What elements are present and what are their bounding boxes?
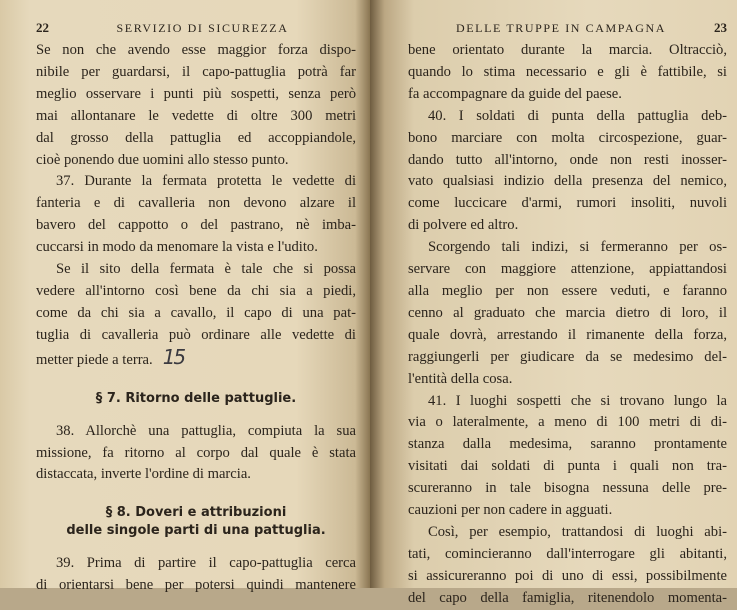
text-line: bavero del cappotto o del pastrano, nè imba- <box>36 217 356 234</box>
text-line: Così, per esempio, trattandosi di luoghi abi- <box>428 523 727 540</box>
text-line: servare con maggiore attenzione, appiattandosi <box>408 261 727 278</box>
right-running-title: DELLE TRUPPE IN CAMPAGNA <box>455 21 667 35</box>
text-line: del capo della famiglia, ritenendolo momenta- <box>408 589 727 606</box>
spacer <box>36 372 356 390</box>
spacer <box>36 408 356 421</box>
text-line: nibile per guardarsi, il capo-pattuglia potrà far <box>36 63 356 80</box>
left-running-title: SERVIZIO DI SICUREZZA <box>116 21 289 35</box>
left-paragraph-39 <box>36 553 356 597</box>
text-line: visitati dai soldati di punta i quali non tra- <box>408 458 727 475</box>
section-8-title-line-1: § 8. Doveri e attribuzioni <box>105 505 287 521</box>
right-paragraph-5 <box>408 522 727 610</box>
text-line: di orientarsi bene per potersi quindi mantenere <box>36 577 356 594</box>
right-running-head <box>408 20 727 36</box>
text-line: stanza dalla medesima, saranno prontamente <box>408 436 727 453</box>
text-line: cauzioni per non cadere in agguati. <box>408 502 613 519</box>
right-paragraph-1 <box>408 40 727 106</box>
spacer <box>36 540 356 553</box>
text-line: come da chi sia a cavallo, il capo di una pat- <box>36 304 356 321</box>
text-line: dal grosso della pattuglia ed accoppiandole, <box>36 129 356 146</box>
text-line: vedere all'intorno così bene da chi sia a piedi, <box>36 282 356 299</box>
text-line: fanteria e di cavalleria non devono alzare il <box>36 195 356 212</box>
text-line: scureranno in tale bisogna nessuna delle pre- <box>408 480 727 497</box>
text-line: di polvere ed altro. <box>408 217 519 234</box>
text-line: tati, comincieranno dall'interrogare gli abitanti, <box>408 545 727 562</box>
text-line: 39. Prima di partire il capo-pattuglia cerca <box>56 555 356 572</box>
text-line: 37. Durante la fermata protetta le vedette di <box>56 173 356 190</box>
handwritten-note: 15 <box>162 346 185 369</box>
text-line: vato qualsiasi indizio della presenza del nemico, <box>408 173 727 190</box>
text-line: Se non che avendo esse maggior forza dispo- <box>36 42 356 58</box>
text-line: tuglia di cavalleria può ordinare alle vedette di <box>36 326 356 343</box>
text-line: distaccata, inverte l'ordine di marcia. <box>36 466 251 483</box>
text-line: missione, fa ritorno al corpo dal quale è stata <box>36 444 356 461</box>
left-paragraph-3 <box>36 259 356 372</box>
text-line: 38. Allorchè una pattuglia, compiuta la sua <box>56 422 356 439</box>
text-line: meglio osservare i punti più sospetti, senza però <box>36 85 356 102</box>
right-page <box>370 0 737 606</box>
text-line: si assicureranno poi di uno di essi, possibilmente <box>408 567 727 584</box>
text-line-content: metter piede a terra. <box>36 351 153 368</box>
spacer <box>36 486 356 504</box>
text-line: via o lateralmente, a meno di 100 metri di di- <box>408 414 727 431</box>
text-line: Scorgendo tali indizi, si fermeranno per os- <box>428 239 727 256</box>
text-line: raggiungerli per giudicare da se medesimo del- <box>408 348 727 365</box>
right-body <box>408 40 727 610</box>
right-paragraph-3 <box>408 237 727 390</box>
left-paragraph-37 <box>36 171 356 259</box>
text-line: mai allontanare le vedette di oltre 300 metri <box>36 107 356 124</box>
text-line: bono marciare con molta circospezione, guar- <box>408 129 727 146</box>
section-8-title-line-2: delle singole parti di una pattuglia. <box>66 523 326 539</box>
right-paragraph-41 <box>408 391 727 522</box>
right-page-number: 23 <box>714 20 727 35</box>
text-line: cioè ponendo due uomini allo stesso punto. <box>36 151 289 168</box>
text-line <box>36 347 356 372</box>
left-running-head <box>36 20 356 36</box>
text-line: 41. I luoghi sospetti che si trovano lungo la <box>428 392 727 409</box>
left-paragraph-1 <box>36 40 356 171</box>
text-line: Se il sito della fermata è tale che si possa <box>56 261 356 278</box>
text-line: come luccicare d'armi, rumori insoliti, nuvoli <box>408 195 727 212</box>
section-7-title: § 7. Ritorno delle pattuglie. <box>95 390 297 406</box>
left-page-number: 22 <box>36 20 49 35</box>
right-paragraph-40 <box>408 106 727 237</box>
left-paragraph-38 <box>36 421 356 487</box>
text-line: alla meglio per non essere veduti, e faranno <box>408 282 727 299</box>
left-body <box>36 40 356 597</box>
text-line: cenno al graduato che marcia dietro di loro, il <box>408 304 727 321</box>
text-line: quando lo stima necessario e gli è fattibile, si <box>408 63 727 80</box>
text-line: bene orientato durante la marcia. Oltracciò, <box>408 42 727 58</box>
text-line: dando tutto all'intorno, onde non resti inosser- <box>408 151 727 168</box>
text-line: quale dovrà, arrestando il rimanente della forza, <box>408 326 727 343</box>
text-line: 40. I soldati di punta della pattuglia deb- <box>428 107 727 124</box>
text-line: l'entità della cosa. <box>408 370 513 387</box>
text-line: fa accompagnare da guide del paese. <box>408 85 622 102</box>
text-line: cuccarsi in modo da menomare la vista e l'udito. <box>36 239 318 256</box>
left-page <box>0 0 370 594</box>
